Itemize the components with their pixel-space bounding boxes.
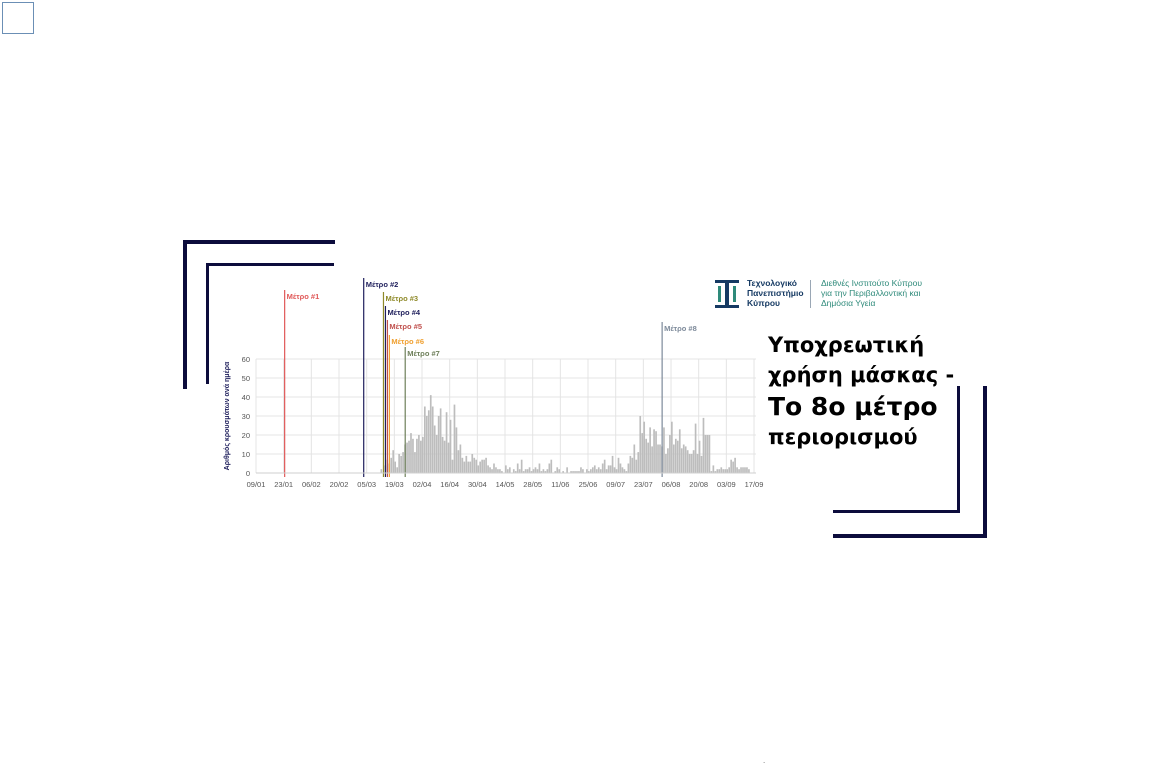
bar — [630, 456, 632, 473]
x-tick-label: 28/05 — [523, 480, 543, 489]
bar — [669, 435, 671, 473]
bar — [446, 412, 448, 473]
bar — [663, 427, 665, 473]
bar — [519, 469, 521, 473]
bar — [657, 445, 659, 474]
logo-divider — [810, 280, 811, 308]
bar — [730, 460, 732, 473]
bar — [703, 418, 705, 473]
bar — [596, 469, 598, 473]
measure-label: Μέτρο #3 — [385, 294, 419, 303]
x-tick-label: 30/04 — [467, 480, 487, 489]
bar — [734, 458, 736, 473]
bar — [667, 448, 669, 473]
bar — [491, 469, 493, 473]
cut-logo — [714, 278, 954, 314]
bar — [460, 445, 462, 474]
x-tick-label: 14/05 — [495, 480, 515, 489]
bar — [434, 426, 436, 474]
university-name-line: Τεχνολογικό — [747, 278, 797, 288]
x-tick-label: 20/02 — [329, 480, 349, 489]
bar — [533, 469, 535, 473]
bar — [635, 460, 637, 473]
bar — [485, 458, 487, 473]
bar — [479, 462, 481, 473]
y-tick-label: 0 — [245, 469, 250, 478]
x-tick-label: 09/01 — [246, 480, 266, 489]
bar — [483, 460, 485, 473]
measure-label: Μέτρο #8 — [664, 324, 697, 333]
bar — [513, 469, 515, 473]
bar — [641, 433, 643, 473]
bar — [410, 433, 412, 473]
bar — [732, 462, 734, 473]
bar — [697, 454, 699, 473]
bar — [392, 450, 394, 473]
bar — [586, 469, 588, 473]
y-axis-label: Αριθμός κρουσμάτων ανά ημέρα — [224, 361, 231, 471]
bar — [742, 467, 744, 473]
bar — [602, 464, 604, 474]
bar — [507, 469, 509, 473]
bar — [649, 427, 651, 473]
bar — [424, 407, 426, 474]
cut-logo-icon — [714, 278, 740, 310]
bar — [400, 456, 402, 473]
footer-mark: . — [763, 756, 766, 765]
bar — [659, 445, 661, 474]
measure-label: Μέτρο #6 — [391, 337, 425, 346]
measure-label: Μέτρο #1 — [286, 292, 320, 301]
bar — [647, 443, 649, 473]
institute-name-line: για την Περιβαλλοντική και — [821, 288, 921, 298]
bar — [693, 450, 695, 473]
bar — [489, 467, 491, 473]
bar — [618, 458, 620, 473]
bar — [653, 429, 655, 473]
institute-name-line: Διεθνές Ινστιτούτο Κύπρου — [821, 278, 923, 288]
bar — [665, 454, 667, 473]
bar — [628, 464, 630, 474]
bar — [469, 462, 471, 473]
university-name-line: Κύπρου — [747, 298, 780, 308]
bar — [444, 441, 446, 473]
bar — [430, 395, 432, 473]
x-tick-label: 11/06 — [551, 480, 570, 489]
headline — [768, 330, 968, 450]
bar — [398, 454, 400, 473]
bar — [624, 469, 626, 473]
chart-bars — [381, 395, 750, 473]
bar — [687, 450, 689, 473]
x-tick-label: 25/06 — [578, 480, 598, 489]
bar — [462, 458, 464, 473]
bar — [438, 416, 440, 473]
bar — [558, 469, 560, 473]
measure-label: Μέτρο #7 — [407, 349, 440, 358]
bar — [580, 467, 582, 473]
bar — [713, 465, 715, 473]
bar — [614, 467, 616, 473]
bar — [448, 443, 450, 473]
bar — [604, 460, 606, 473]
bar — [539, 464, 541, 474]
bar — [592, 467, 594, 473]
headline-line-1: Υποχρεωτική — [768, 333, 925, 357]
bar — [456, 427, 458, 473]
bar — [620, 464, 622, 474]
y-tick-label: 20 — [241, 431, 250, 440]
bar — [428, 410, 430, 473]
bar — [416, 439, 418, 473]
y-tick-label: 40 — [241, 393, 250, 402]
bar — [651, 446, 653, 473]
bar — [537, 469, 539, 473]
bar — [458, 450, 460, 473]
bar — [718, 469, 720, 473]
bar — [639, 416, 641, 473]
headline-line-3: Το 8ο μέτρο — [768, 392, 938, 421]
bar — [744, 467, 746, 473]
bar — [645, 439, 647, 473]
bar — [420, 441, 422, 473]
institute-name-line: Δημόσια Υγεία — [821, 298, 876, 308]
bar — [535, 467, 537, 473]
bar — [550, 460, 552, 473]
bar — [543, 469, 545, 473]
bar — [606, 469, 608, 473]
x-tick-label: 23/07 — [633, 480, 653, 489]
bar — [736, 467, 738, 473]
bar — [497, 469, 499, 473]
bar — [432, 407, 434, 474]
university-name — [747, 278, 804, 308]
bar — [406, 443, 408, 473]
bar — [598, 467, 600, 473]
bar — [475, 460, 477, 473]
bar — [408, 441, 410, 473]
bar — [705, 435, 707, 473]
bar — [701, 456, 703, 473]
bar — [681, 448, 683, 473]
y-tick-label: 10 — [241, 450, 250, 459]
measure-label: Μέτρο #4 — [387, 308, 421, 317]
bar — [566, 467, 568, 473]
bar — [390, 458, 392, 473]
bar — [442, 437, 444, 473]
bar — [600, 469, 602, 473]
bar — [699, 441, 701, 473]
bar — [594, 465, 596, 473]
bar — [716, 469, 718, 473]
bar — [582, 469, 584, 473]
y-tick-label: 60 — [241, 355, 250, 364]
bar — [396, 467, 398, 473]
bar — [746, 467, 748, 473]
bar — [499, 469, 501, 473]
bar — [679, 429, 681, 473]
bar — [527, 469, 529, 473]
bar — [509, 467, 511, 473]
bar — [724, 469, 726, 473]
bar — [655, 431, 657, 473]
x-tick-label: 09/07 — [606, 480, 626, 489]
bar — [691, 454, 693, 473]
bar — [675, 439, 677, 473]
bar — [689, 454, 691, 473]
x-tick-label: 05/03 — [357, 480, 377, 489]
bar — [418, 435, 420, 473]
bar — [505, 465, 507, 473]
bar — [677, 441, 679, 473]
x-tick-label: 20/08 — [689, 480, 709, 489]
x-tick-label: 06/08 — [661, 480, 681, 489]
x-tick-label: 03/09 — [716, 480, 736, 489]
bar — [493, 464, 495, 474]
x-tick-label: 17/09 — [744, 480, 764, 489]
x-tick-label: 02/04 — [412, 480, 432, 489]
bar — [748, 469, 750, 473]
bar — [633, 445, 635, 474]
bar — [487, 465, 489, 473]
institute-name — [821, 278, 922, 308]
bar — [495, 467, 497, 473]
bar — [683, 445, 685, 474]
bar — [610, 465, 612, 473]
bar — [685, 446, 687, 473]
bar — [720, 467, 722, 473]
bar — [436, 435, 438, 473]
university-name-line: Πανεπιστήμιο — [747, 288, 804, 298]
x-tick-label: 23/01 — [274, 480, 294, 489]
bar — [637, 452, 639, 473]
bar — [673, 445, 675, 474]
bar — [631, 458, 633, 473]
bar — [422, 437, 424, 473]
bar — [454, 405, 456, 473]
bar — [616, 469, 618, 473]
bar — [556, 467, 558, 473]
bar — [473, 458, 475, 473]
bar — [426, 416, 428, 473]
bar — [521, 460, 523, 473]
bar — [381, 469, 383, 473]
bar — [740, 467, 742, 473]
x-tick-label: 19/03 — [384, 480, 404, 489]
headline-line-4: περιορισμού — [768, 425, 918, 449]
bar — [622, 467, 624, 473]
bar — [465, 456, 467, 473]
bar — [452, 460, 454, 473]
bar — [590, 469, 592, 473]
bar — [728, 467, 730, 473]
bar — [467, 462, 469, 473]
bar — [464, 462, 466, 473]
bar — [608, 465, 610, 473]
bar — [414, 452, 416, 473]
bar — [450, 420, 452, 473]
y-tick-label: 50 — [241, 374, 250, 383]
bar — [481, 460, 483, 473]
headline-line-2: χρήση μάσκας - — [768, 363, 955, 387]
bar — [548, 464, 550, 474]
measure-label: Μέτρο #5 — [389, 322, 423, 331]
bar — [517, 464, 519, 474]
y-tick-label: 30 — [241, 412, 250, 421]
bar — [440, 408, 442, 473]
bar — [471, 454, 473, 473]
bar — [525, 469, 527, 473]
bar — [695, 424, 697, 473]
x-tick-label: 16/04 — [440, 480, 460, 489]
measure-label: Μέτρο #2 — [365, 280, 399, 289]
bar — [643, 422, 645, 473]
x-tick-label: 06/02 — [301, 480, 321, 489]
bar — [707, 435, 709, 473]
bar — [547, 469, 549, 473]
bar — [394, 462, 396, 473]
bar — [612, 456, 614, 473]
bar — [529, 467, 531, 473]
bar — [738, 469, 740, 473]
bar — [722, 469, 724, 473]
bar — [671, 422, 673, 473]
bar — [477, 465, 479, 473]
bar — [402, 452, 404, 473]
bar — [412, 439, 414, 473]
bar — [726, 469, 728, 473]
bar — [709, 435, 711, 473]
